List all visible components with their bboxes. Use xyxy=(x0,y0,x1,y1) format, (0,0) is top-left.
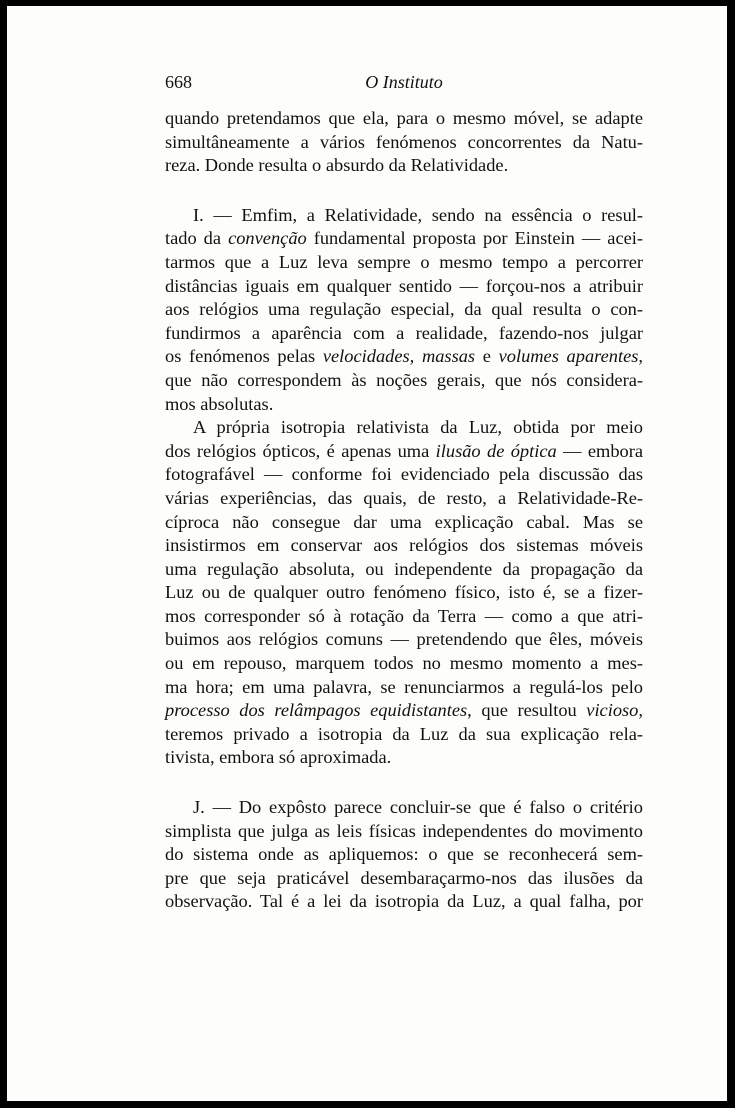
running-header xyxy=(165,72,643,98)
text-line: mos absolutas. xyxy=(165,393,274,414)
text-line: tado da convenção fundamental proposta por Einstein — acei- xyxy=(165,228,643,249)
book-page xyxy=(7,6,727,1101)
text-line: tarmos que a Luz leva sempre o mesmo tempo a percorrer xyxy=(165,251,643,272)
text-line: processo dos relâmpagos equidistantes, que resultou vicioso, xyxy=(165,700,643,721)
text-line: A própria isotropia relativista da Luz, obtida por meio xyxy=(193,417,643,438)
text-line: várias experiências, das quais, de resto, a Relatividade-Re- xyxy=(165,487,643,508)
text-line: teremos privado a isotropia da Luz da sua explicação rela- xyxy=(165,723,643,744)
text-line: Luz ou de qualquer outro fenómeno físico, isto é, se a fizer- xyxy=(165,582,643,603)
text-line: que não correspondem às noções gerais, que nós considera- xyxy=(165,369,643,390)
text-line: simultâneamente a vários fenómenos concorrentes da Natu- xyxy=(165,131,643,152)
text-line: uma regulação absoluta, ou independente da propagação da xyxy=(165,558,643,579)
text-line: cíproca não consegue dar uma explicação cabal. Mas se xyxy=(165,511,643,532)
text-line: simplista que julga as leis físicas independentes do movimento xyxy=(165,820,643,841)
text-line: observação. Tal é a lei da isotropia da Luz, a qual falha, por xyxy=(165,891,643,912)
text-line: quando pretendamos que ela, para o mesmo móvel, se adapte xyxy=(165,108,643,128)
text-line: mos corresponder só à rotação da Terra — como a que atri- xyxy=(165,605,643,626)
section-j-first-line: J. — Do expôsto parece concluir-se que é falso o critério xyxy=(193,797,643,818)
text-line: buimos aos relógios comuns — pretendendo que êles, móveis xyxy=(165,629,643,650)
text-line: insistirmos em conservar aos relógios dos sistemas móveis xyxy=(165,535,643,556)
text-line: fundirmos a aparência com a realidade, fazendo-nos julgar xyxy=(165,322,643,343)
text-line: ou em repouso, marquem todos no mesmo momento a mes- xyxy=(165,653,643,674)
section-i-first-line: I. — Emfim, a Relatividade, sendo na essência o resul- xyxy=(193,204,643,225)
running-title: O Instituto xyxy=(365,72,443,92)
text-line: pre que seja praticável desembaraçarmo-nos das ilusões da xyxy=(165,867,643,888)
body-text xyxy=(165,107,643,914)
text-line: dos relógios ópticos, é apenas uma ilusão de óptica — embora xyxy=(165,440,643,461)
text-line: ma hora; em uma palavra, se renunciarmos a regulá-los pelo xyxy=(165,676,643,697)
text-line: fotografável — conforme foi evidenciado pela discussão das xyxy=(165,464,643,485)
text-line: distâncias iguais em qualquer sentido — forçou-nos a atribuir xyxy=(165,275,643,296)
text-line: os fenómenos pelas velocidades, massas e volumes aparentes, xyxy=(165,346,643,367)
text-line: tivista, embora só aproximada. xyxy=(165,747,392,768)
page-number: 668 xyxy=(165,72,192,92)
text-line: do sistema onde as apliquemos: o que se reconhecerá sem- xyxy=(165,844,643,865)
text-line: aos relógios uma regulação especial, da qual resulta o con- xyxy=(165,299,643,320)
text-line: reza. Donde resulta o absurdo da Relatividade. xyxy=(165,155,509,176)
